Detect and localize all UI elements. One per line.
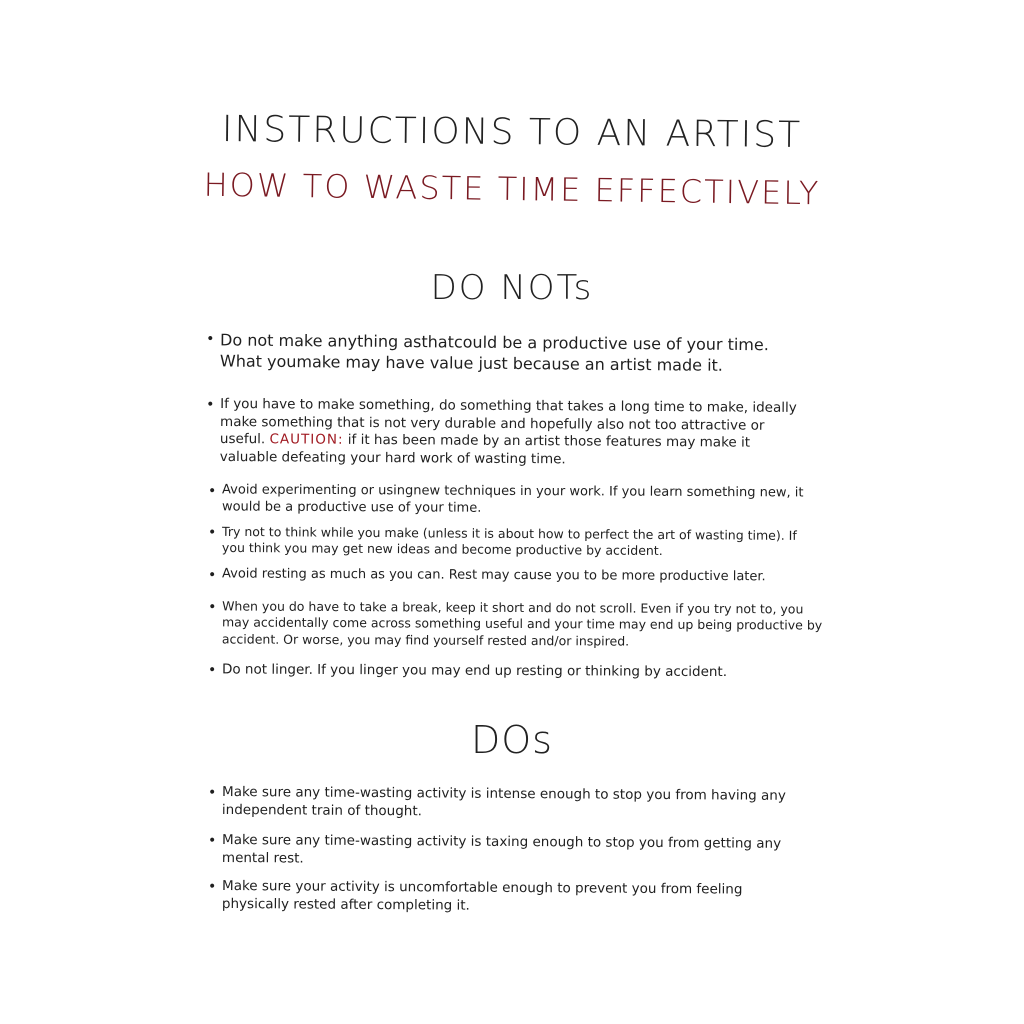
donot-item-5 xyxy=(207,566,822,586)
donot-item-4 xyxy=(208,523,822,561)
bullet: • xyxy=(208,483,217,500)
page-title: INSTRUCTIONS TO AN ARTIST xyxy=(221,108,803,157)
do-item-text: Make sure your activity is uncomfortable enough to prevent you from feeling physically rested after completing it. xyxy=(221,877,743,914)
do-item-3 xyxy=(208,877,812,917)
dos-heading: DOs xyxy=(471,718,553,762)
donot-item-3 xyxy=(208,482,822,519)
donot-item-text: Do not linger. If you linger you may end up resting or thinking by accident. xyxy=(221,661,728,681)
do-item-1 xyxy=(208,783,812,823)
donot-item-2 xyxy=(206,395,810,470)
donot-item-7 xyxy=(207,661,822,682)
donot-item-text: Do not make anything asthatcould be a productive use of your time. What youmake may have value just because an artist made it. xyxy=(219,330,769,375)
bullet: • xyxy=(208,599,217,616)
donot-item-text: Try not to think while you make (unless it is about how to perfect the art of wasting time). If you think you may get new ideas and become productive by accident. xyxy=(221,523,797,559)
donot-item-1 xyxy=(206,330,810,377)
donot-item-text: Avoid resting as much as you can. Rest may cause you to be more productive later. xyxy=(221,566,766,585)
caution-label: CAUTION: xyxy=(269,431,344,448)
bullet: • xyxy=(207,567,217,584)
bullet: • xyxy=(208,878,217,895)
donot-item-text-start: If you have to make something, do something that takes a long time to make, ideally make something that is not very durable and hopefully also not too attractive or useful. xyxy=(219,395,797,448)
donot-item-text: When you do have to take a break, keep it short and do not scroll. Even if you try not to, you may accidentally come across something useful and your time may end up being productive by accident. Or worse, you may find yourself rested and/or inspired. xyxy=(221,598,823,649)
do-item-text: Make sure any time-wasting activity is taxing enough to stop you from getting any mental rest. xyxy=(221,831,782,867)
bullet: • xyxy=(208,524,217,541)
bullet: • xyxy=(206,331,215,348)
page-subtitle: HOW TO WASTE TIME EFFECTIVELY xyxy=(203,165,821,213)
donot-item-6 xyxy=(208,598,827,650)
donot-item-text-end: if it has been made by an artist those features may make it valuable defeating your hard work of wasting time. xyxy=(219,431,751,467)
do-item-2 xyxy=(208,831,812,871)
donots-heading: DO NOTs xyxy=(430,268,594,308)
do-item-text: Make sure any time-wasting activity is intense enough to stop you from having any independent train of thought. xyxy=(221,783,786,819)
donot-item-text: Avoid experimenting or usingnew techniques in your work. If you learn something new, it would be a productive use of your time. xyxy=(221,482,804,516)
bullet: • xyxy=(206,396,215,413)
donot-item-text xyxy=(220,396,810,470)
bullet: • xyxy=(207,662,217,679)
bullet: • xyxy=(208,784,217,801)
bullet: • xyxy=(208,832,217,849)
